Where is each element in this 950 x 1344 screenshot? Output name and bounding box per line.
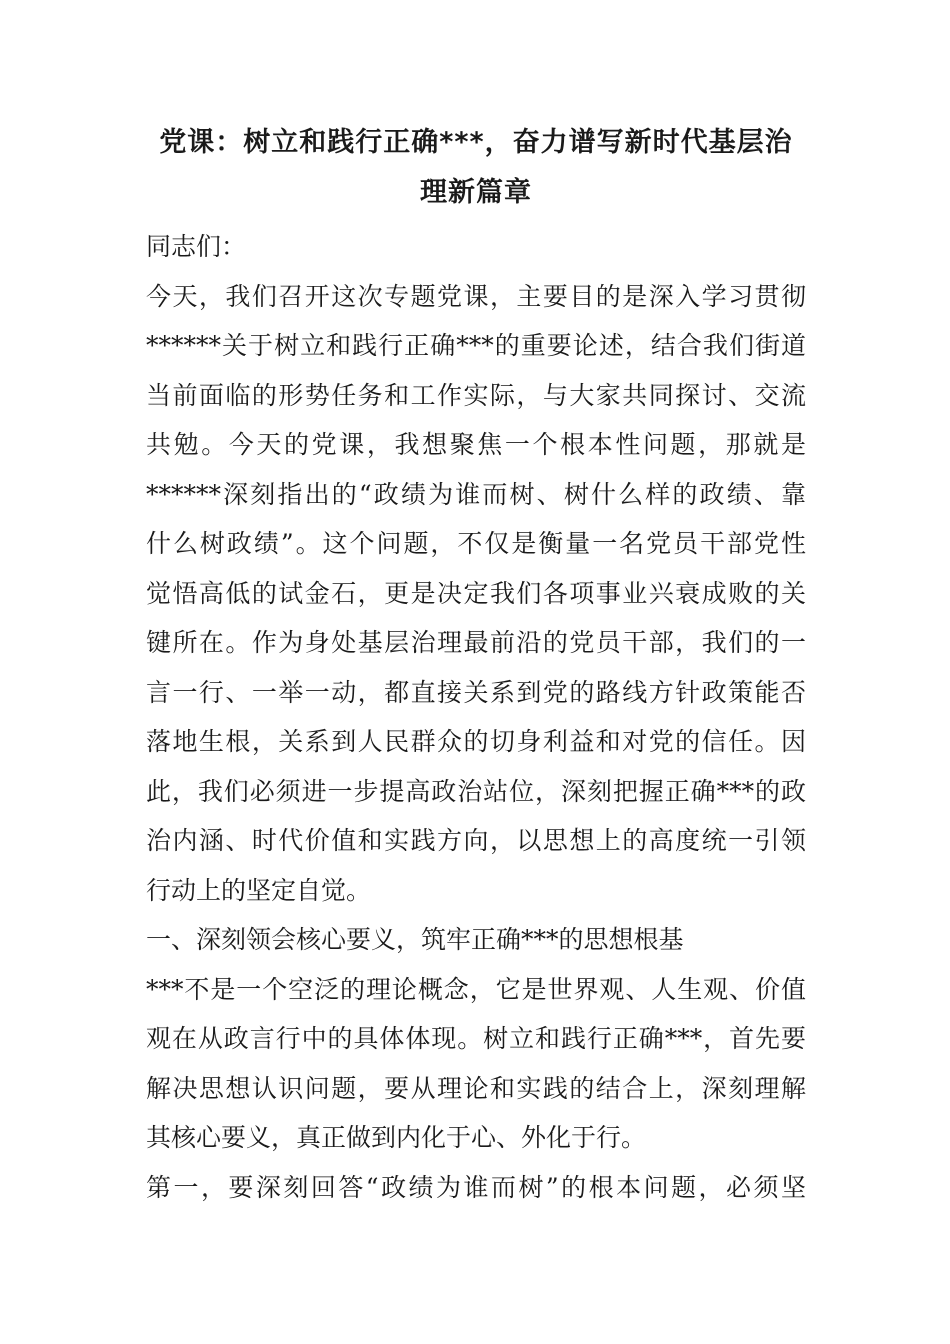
text-line: 键所在。作为身处基层治理最前沿的党员干部，我们的一: [146, 628, 806, 657]
text-line: 觉悟高低的试金石，更是决定我们各项事业兴衰成败的关: [146, 578, 806, 608]
document-title: [146, 110, 806, 218]
text-line: 治内涵、时代价值和实践方向，以思想上的高度统一引领: [146, 826, 806, 855]
text-line: 行动上的坚定自觉。: [146, 875, 372, 905]
title-line-2: 理新篇章: [420, 177, 532, 208]
text-line: 言一行、一举一动，都直接关系到党的路线方针政策能否: [146, 677, 806, 707]
document-body: [146, 222, 806, 1212]
text-line: 第一，要深刻回答“政绩为谁而树”的根本问题，必须坚: [146, 1172, 806, 1202]
text-line: 共勉。今天的党课，我想聚焦一个根本性问题，那就是: [146, 430, 806, 459]
title-line-1: 党课：树立和践行正确***，奋力谱写新时代基层治: [159, 127, 793, 158]
document-page: [146, 110, 806, 1212]
text-line: 落地生根，关系到人民群众的切身利益和对党的信任。因: [146, 727, 806, 756]
text-line: 观在从政言行中的具体体现。树立和践行正确***，首先要: [146, 1024, 806, 1053]
text-line: 此，我们必须进一步提高政治站位，深刻把握正确***的政: [146, 776, 806, 806]
text-line: 解决思想认识问题，要从理论和实践的结合上，深刻理解: [146, 1073, 806, 1103]
text-line: ******关于树立和践行正确***的重要论述，结合我们街道: [146, 331, 806, 360]
text-line: 当前面临的形势任务和工作实际，与大家共同探讨、交流: [146, 380, 806, 410]
text-line: ******深刻指出的“政绩为谁而树、树什么样的政绩、靠: [146, 479, 806, 509]
text-line: 一、深刻领会核心要义，筑牢正确***的思想根基: [146, 925, 684, 954]
text-line: 今天，我们召开这次专题党课，主要目的是深入学习贯彻: [146, 281, 806, 311]
text-line: 同志们：: [146, 232, 247, 261]
text-line: ***不是一个空泛的理论概念，它是世界观、人生观、价值: [146, 974, 806, 1004]
text-line: 什么树政绩”。这个问题，不仅是衡量一名党员干部党性: [146, 529, 806, 558]
text-line: 其核心要义，真正做到内化于心、外化于行。: [146, 1123, 647, 1152]
